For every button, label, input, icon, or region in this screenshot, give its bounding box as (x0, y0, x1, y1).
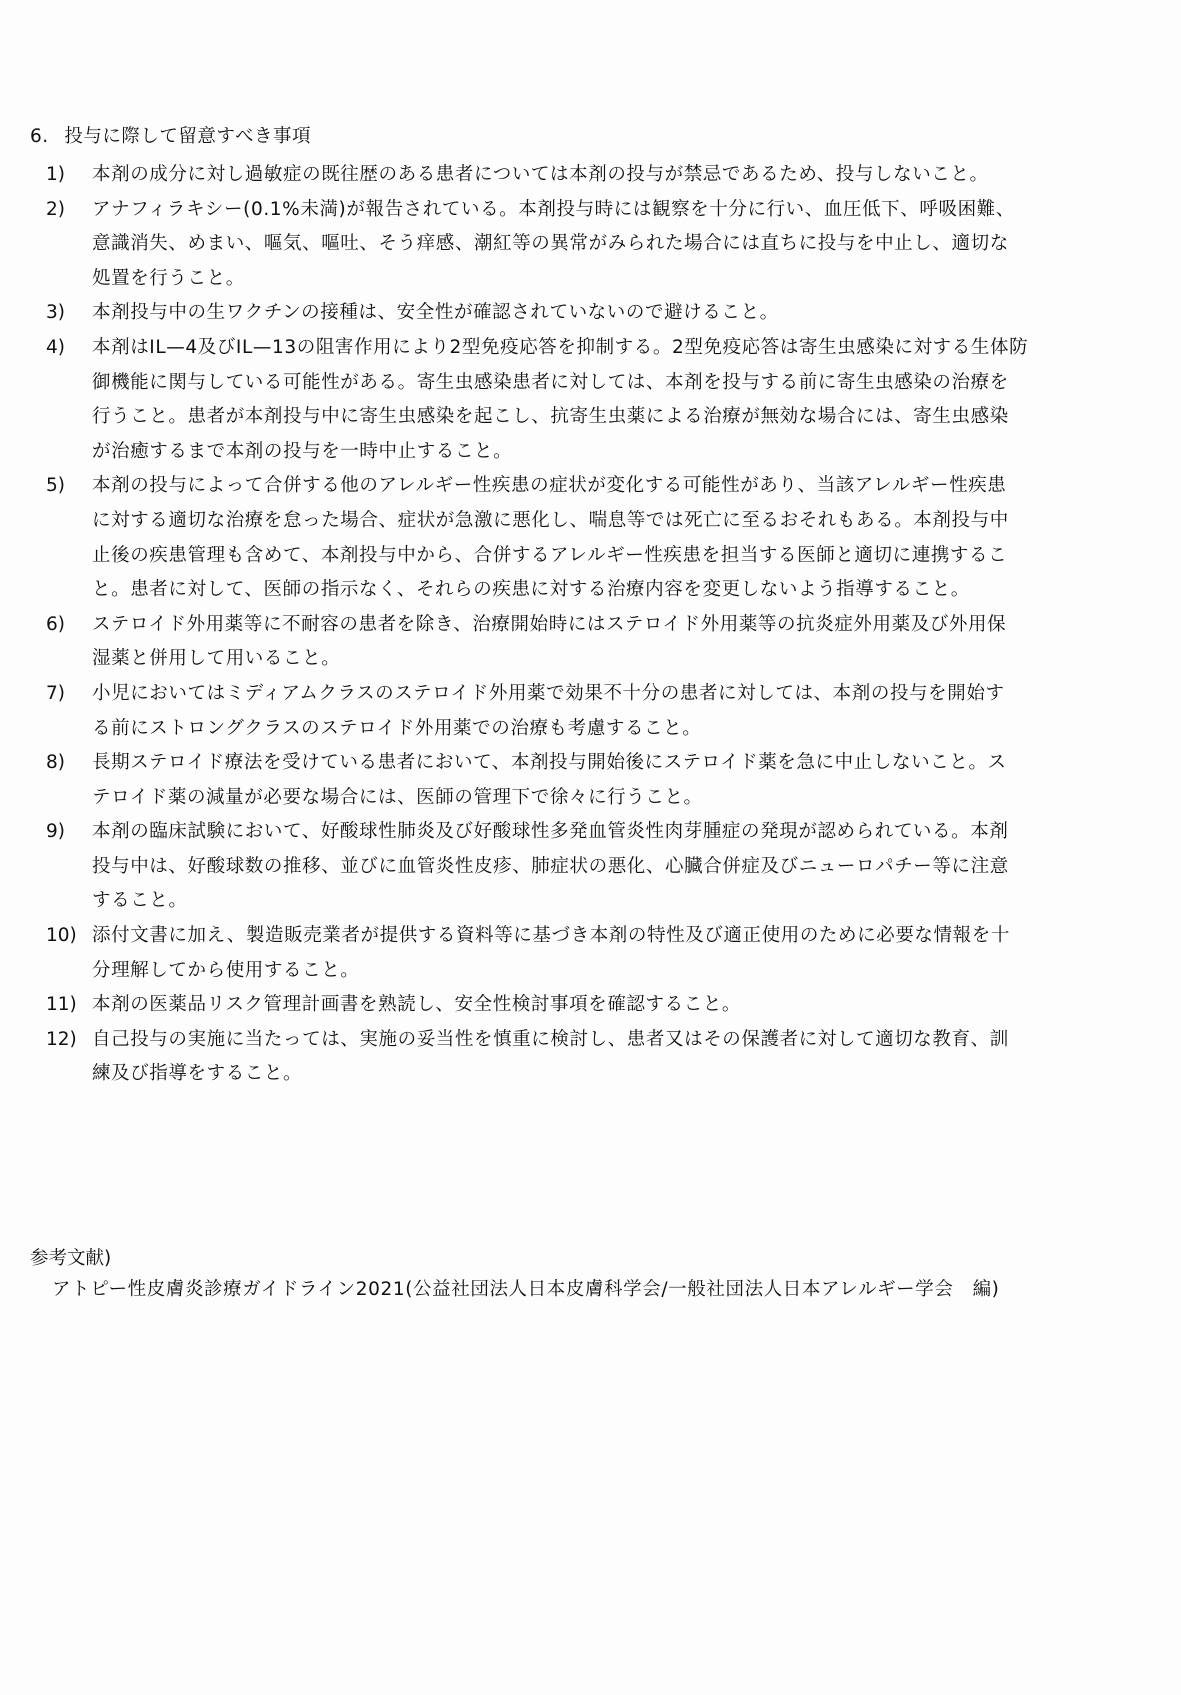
section-title: 投与に際して留意すべき事項 (64, 126, 312, 147)
precautions-list (0, 158, 1181, 1092)
list-item (0, 158, 1181, 193)
item-number: 10) (46, 925, 77, 947)
list-item (0, 746, 1181, 815)
item-text-line: が治癒するまで本剤の投与を一時中止すること。 (92, 440, 513, 462)
item-number: 2) (46, 198, 65, 220)
list-item (0, 296, 1181, 331)
item-number: 4) (46, 336, 65, 358)
list-item (0, 469, 1181, 607)
item-text-line: 本剤の臨床試験において、好酸球性肺炎及び好酸球性多発血管炎性肉芽腫症の発現が認められている。本剤 (92, 821, 1009, 843)
item-text-line: 御機能に関与している可能性がある。寄生虫感染患者に対しては、本剤を投与する前に寄生虫感染の治療を (92, 371, 1009, 393)
list-item (0, 1023, 1181, 1092)
item-text-line: すること。 (92, 890, 188, 912)
item-text-line: アナフィラキシー(0.1%未満)が報告されている。本剤投与時には観察を十分に行い、血圧低下、呼吸困難、 (92, 198, 1015, 220)
section-heading (30, 124, 311, 150)
item-text-line: 自己投与の実施に当たっては、実施の妥当性を慎重に検討し、患者又はその保護者に対して適切な教育、訓 (92, 1028, 1009, 1050)
item-text-line: 長期ステロイド療法を受けている患者において、本剤投与開始後にステロイド薬を急に中止しないこと。ス (92, 752, 1007, 774)
item-text-line: 処置を行うこと。 (92, 267, 245, 289)
item-number: 11) (46, 994, 77, 1016)
item-text-line: テロイド薬の減量が必要な場合には、医師の管理下で徐々に行うこと。 (92, 786, 703, 808)
item-text-line: に対する適切な治療を怠った場合、症状が急激に悪化し、喘息等では死亡に至るおそれもある。本剤投与中 (92, 509, 1009, 531)
item-text-line: 止後の疾患管理も含めて、本剤投与中から、合併するアレルギー性疾患を担当する医師と適切に連携するこ (92, 544, 1008, 566)
item-text-line: 添付文書に加え、製造販売業者が提供する資料等に基づき本剤の特性及び適正使用のために必要な情報を十 (92, 925, 1010, 947)
list-item (0, 608, 1181, 677)
item-number: 8) (46, 752, 65, 774)
item-text-line: 投与中は、好酸球数の推移、並びに血管炎性皮疹、肺症状の悪化、心臓合併症及びニューロパチー等に注意 (92, 855, 1009, 877)
section-number: 6. (30, 126, 49, 147)
item-text-line: 湿薬と併用して用いること。 (92, 648, 341, 670)
item-number: 7) (46, 682, 65, 704)
item-number: 6) (46, 613, 65, 635)
item-text-line: 分理解してから使用すること。 (92, 959, 360, 981)
item-text-line: ステロイド外用薬等に不耐容の患者を除き、治療開始時にはステロイド外用薬等の抗炎症外用薬及び外用保 (92, 613, 1007, 635)
reference-entry: アトピー性皮膚炎診療ガイドライン2021(公益社団法人日本皮膚科学会/一般社団法人日本アレルギー学会 編) (52, 1279, 1000, 1300)
item-text-line: 本剤の成分に対し過敏症の既往歴のある患者については本剤の投与が禁忌であるため、投与しないこと。 (92, 164, 989, 185)
list-item (0, 677, 1181, 746)
list-item (0, 919, 1181, 988)
item-text-line: る前にストロングクラスのステロイド外用薬での治療も考慮すること。 (92, 717, 702, 739)
item-number: 3) (46, 302, 65, 324)
item-text-line: と。患者に対して、医師の指示なく、それらの疾患に対する治療内容を変更しないよう指導すること。 (92, 579, 970, 601)
item-number: 12) (46, 1028, 77, 1050)
item-text-line: 本剤はIL—4及びIL—13の阻害作用により2型免疫応答を抑制する。2型免疫応答は寄生虫感染に対する生体防 (92, 336, 1029, 358)
item-text-line: 意識消失、めまい、嘔気、嘔吐、そう痒感、潮紅等の異常がみられた場合には直ちに投与を中止し、適切な (92, 233, 1009, 255)
item-text-line: 小児においてはミディアムクラスのステロイド外用薬で効果不十分の患者に対しては、本剤の投与を開始す (92, 682, 1005, 704)
item-number: 5) (46, 475, 65, 497)
item-number: 9) (46, 821, 65, 843)
list-item (0, 988, 1181, 1023)
item-text-line: 練及び指導をすること。 (92, 1063, 303, 1085)
list-item (0, 815, 1181, 919)
item-number: 1) (46, 164, 65, 185)
item-text-line: 本剤の投与によって合併する他のアレルギー性疾患の症状が変化する可能性があり、当該アレルギー性疾患 (92, 475, 1007, 497)
list-item (0, 193, 1181, 297)
list-item (0, 331, 1181, 469)
item-text-line: 本剤の医薬品リスク管理計画書を熟読し、安全性検討事項を確認すること。 (92, 994, 742, 1016)
references-section (30, 1244, 1000, 1306)
item-text-line: 本剤投与中の生ワクチンの接種は、安全性が確認されていないので避けること。 (92, 302, 779, 324)
item-text-line: 行うこと。患者が本剤投与中に寄生虫感染を起こし、抗寄生虫薬による治療が無効な場合には、寄生虫感染 (92, 406, 1009, 428)
references-heading: 参考文献) (30, 1248, 112, 1269)
